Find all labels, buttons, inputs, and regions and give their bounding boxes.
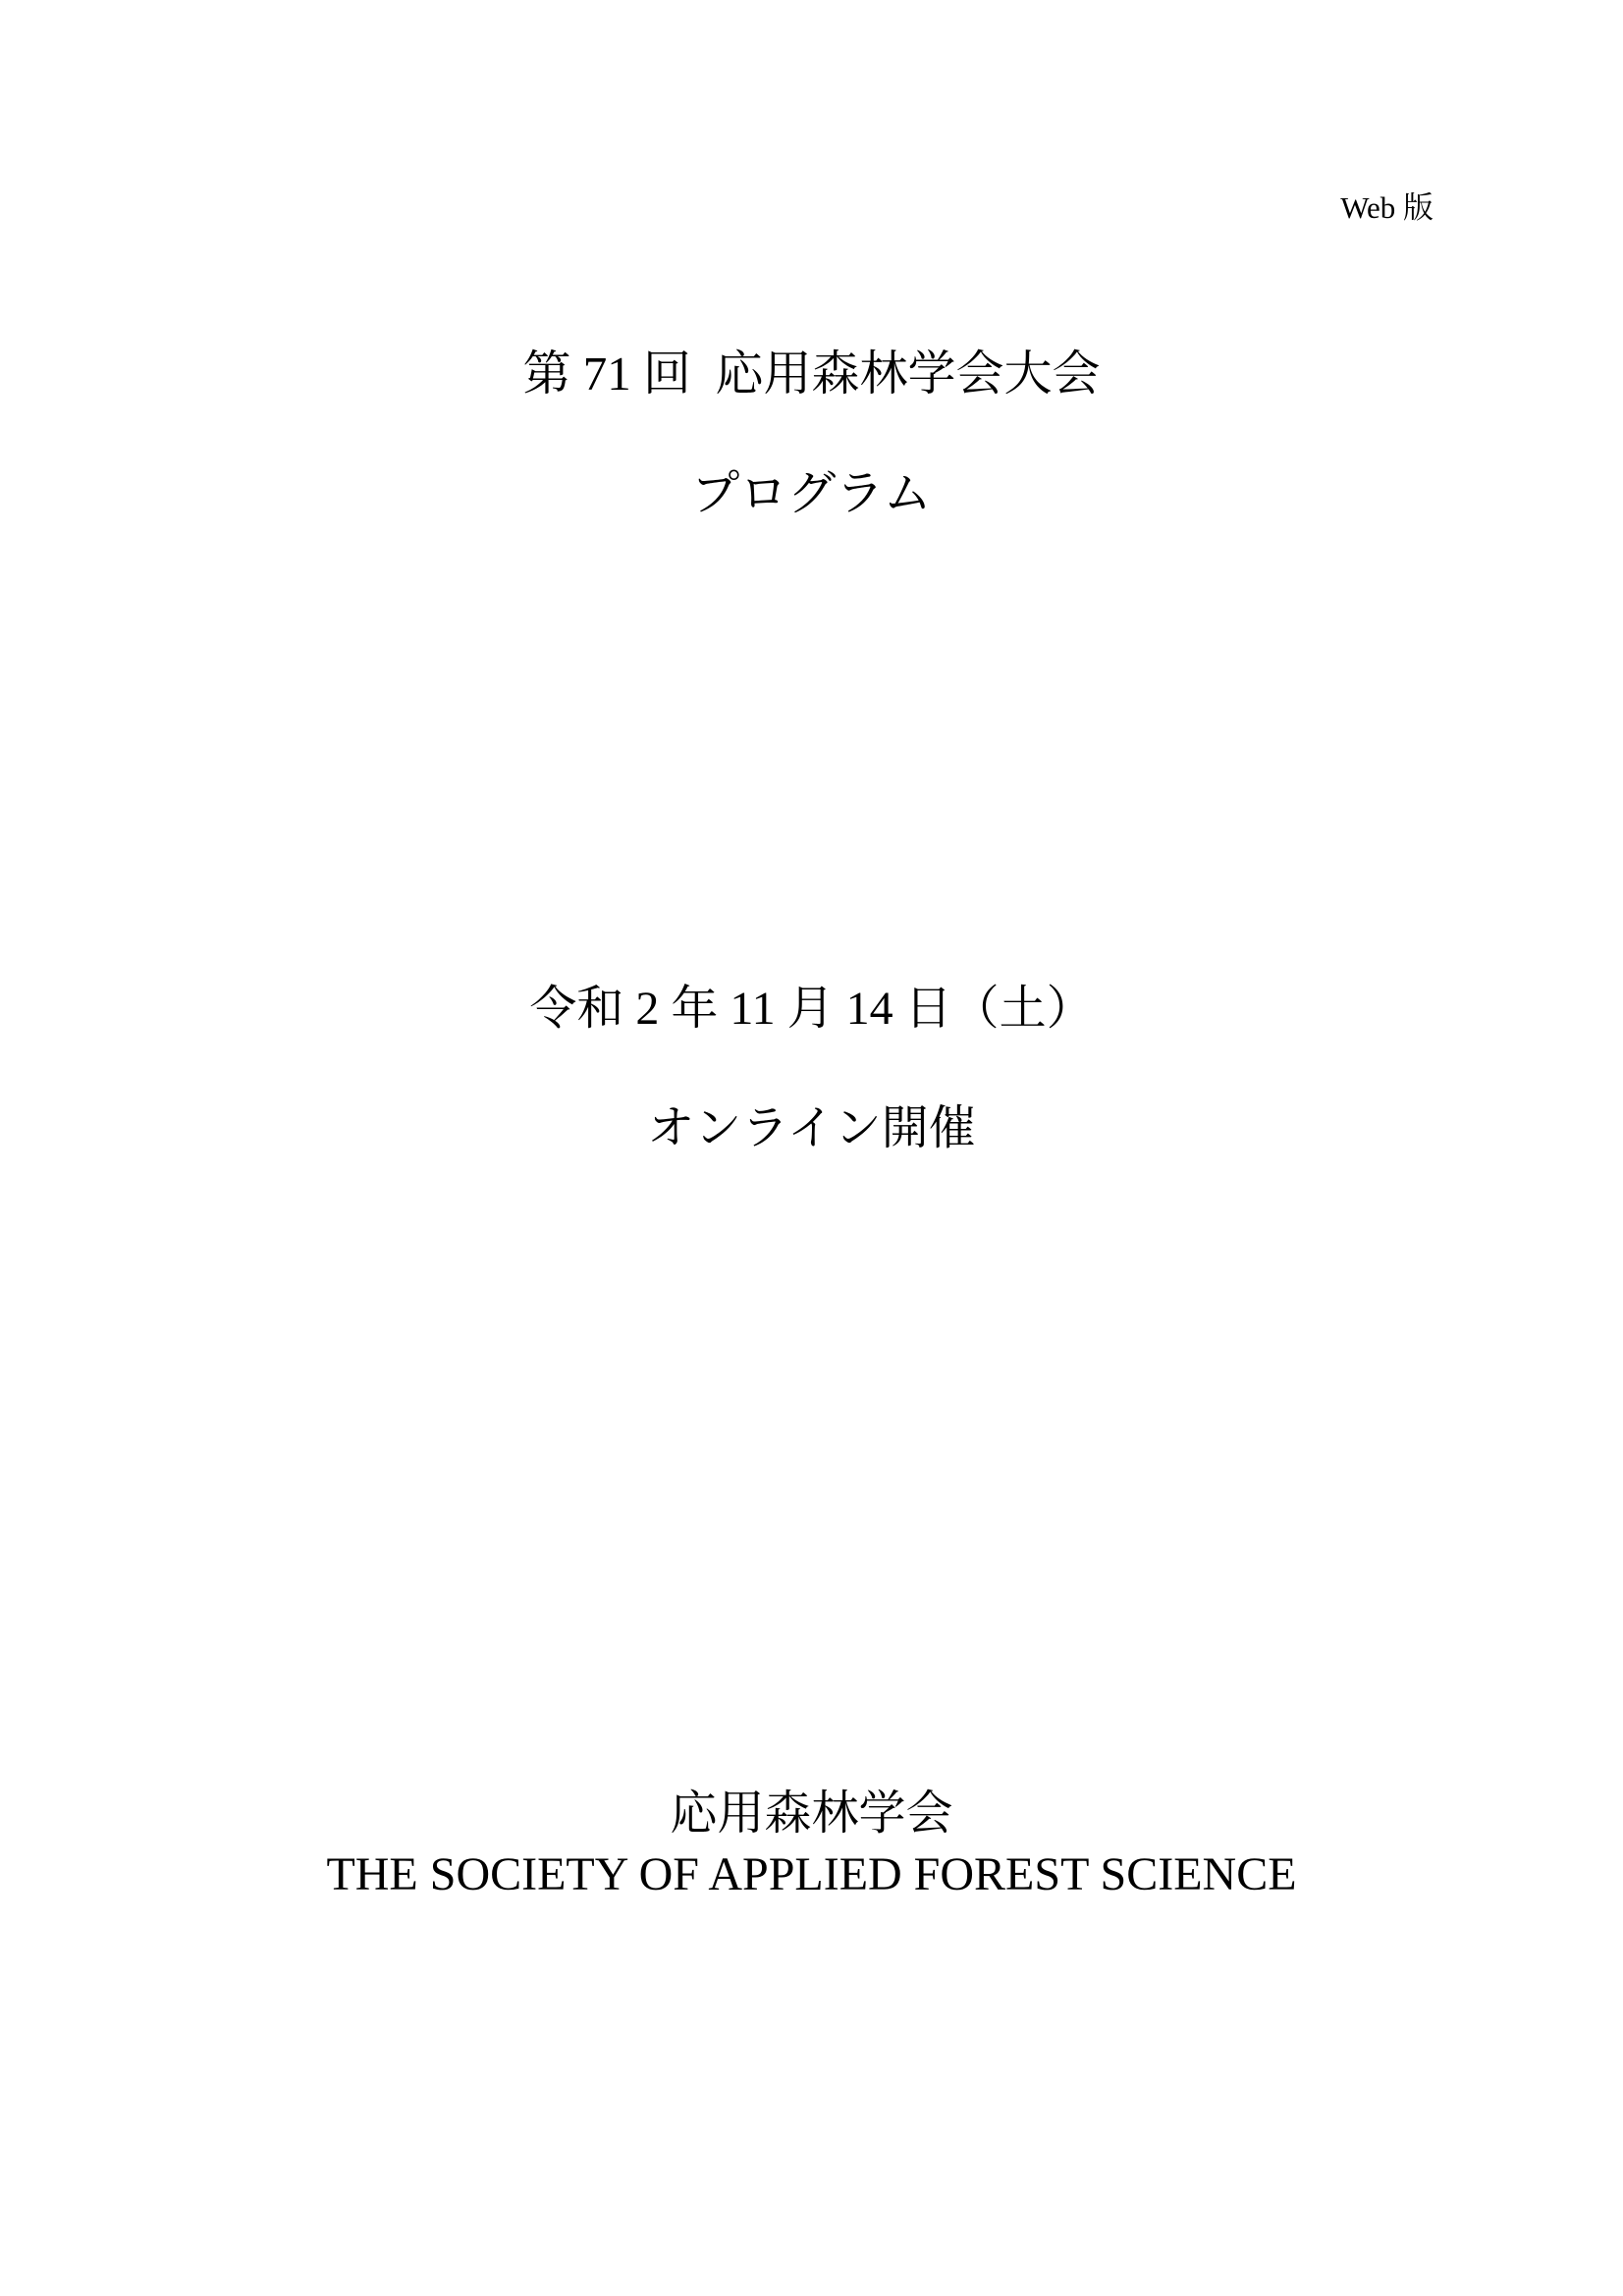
organization-name-en: THE SOCIETY OF APPLIED FOREST SCIENCE: [326, 1848, 1297, 1900]
web-version-label: Web 版: [1340, 190, 1434, 225]
document-type-title: プログラム: [691, 466, 932, 520]
event-venue: オンライン開催: [647, 1102, 976, 1154]
conference-title: 第 71 回 応用森林学会大会: [522, 347, 1101, 400]
organization-name-ja: 応用森林学会: [670, 1788, 953, 1840]
event-date: 令和 2 年 11 月 14 日（土）: [529, 983, 1094, 1035]
